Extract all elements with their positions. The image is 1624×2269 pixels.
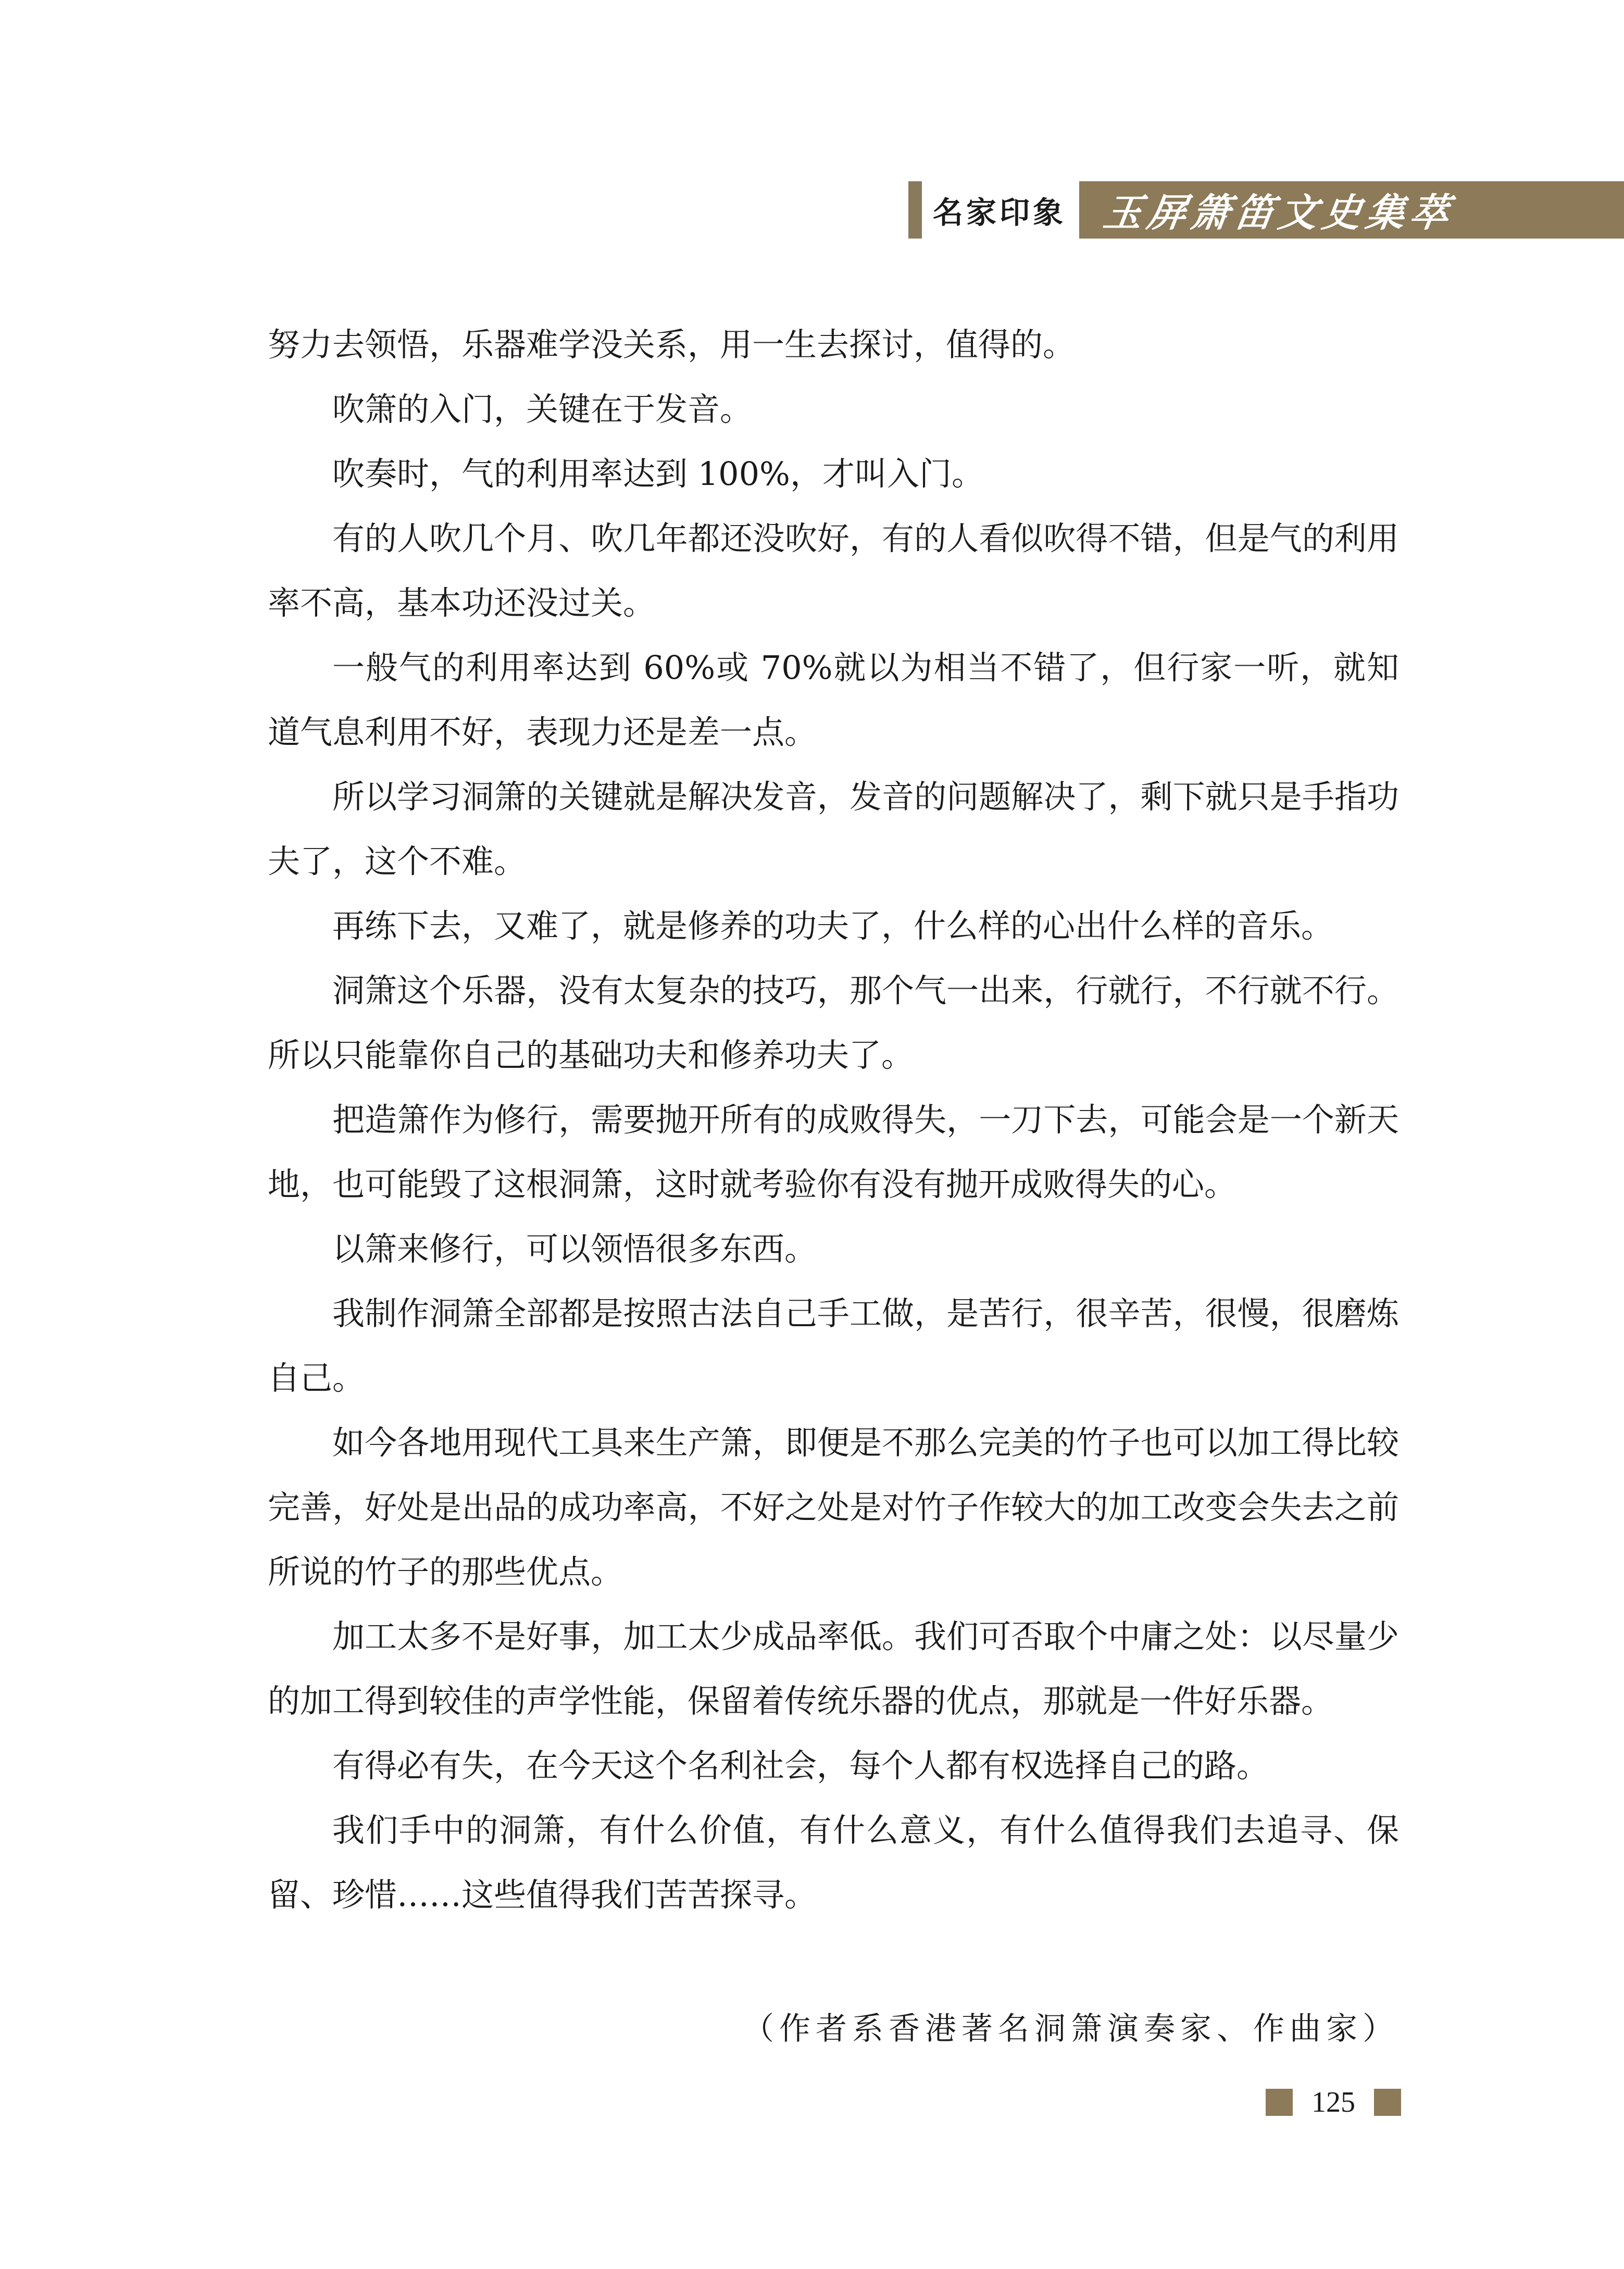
paragraph: 一般气的利用率达到 60%或 70%就以为相当不错了，但行家一听，就知道气息利用不好，表现力还是差一点。 <box>268 649 1399 751</box>
author-attribution: （作者系香港著名洞箫演奏家、作曲家） <box>743 2011 1399 2047</box>
paragraph: 所以学习洞箫的关键就是解决发音，发音的问题解决了，剩下就只是手指功夫了，这个不难。 <box>268 778 1399 880</box>
section-title: 名家印象 <box>932 195 1066 230</box>
paragraph: 再练下去，又难了，就是修养的功夫了，什么样的心出什么样的音乐。 <box>332 907 1334 945</box>
page-footer <box>1266 2086 1401 2119</box>
paragraph: 有的人吹几个月、吹几年都还没吹好，有的人看似吹得不错，但是气的利用率不高，基本功还没过关。 <box>268 519 1399 622</box>
paragraph: 吹箫的入门，关键在于发音。 <box>332 390 753 428</box>
paragraph: 我们手中的洞箫，有什么价值，有什么意义，有什么值得我们去追寻、保留、珍惜……这些值得我们苦苦探寻。 <box>268 1811 1399 1914</box>
paragraph: 把造箫作为修行，需要抛开所有的成败得失，一刀下去，可能会是一个新天地，也可能毁了这根洞箫，这时就考验你有没有抛开成败得失的心。 <box>268 1101 1399 1203</box>
page-number: 125 <box>1311 2086 1355 2118</box>
paragraph: 我制作洞箫全部都是按照古法自己手工做，是苦行，很辛苦，很慢，很磨炼自己。 <box>268 1294 1399 1397</box>
folio-square-right <box>1374 2089 1401 2116</box>
paragraph: 以箫来修行，可以领悟很多东西。 <box>332 1230 817 1268</box>
book-title: 玉屏箫笛文史集萃 <box>1101 191 1457 235</box>
paragraph: 如今各地用现代工具来生产箫，即便是不那么完美的竹子也可以加工得比较完善，好处是出品的成功率高，不好之处是对竹子作较大的加工改变会失去之前所说的竹子的那些优点。 <box>268 1424 1399 1591</box>
body-text <box>268 313 1399 1927</box>
paragraph: 努力去领悟，乐器难学没关系，用一生去探讨，值得的。 <box>268 326 1076 364</box>
paragraph: 吹奏时，气的利用率达到 100%，才叫入门。 <box>332 455 984 493</box>
header-edge-marker <box>908 181 922 239</box>
paragraph: 有得必有失，在今天这个名利社会，每个人都有权选择自己的路。 <box>332 1747 1269 1785</box>
folio-square-left <box>1266 2089 1293 2116</box>
book-title-banner <box>1079 181 1624 239</box>
paragraph: 加工太多不是好事，加工太少成品率低。我们可否取个中庸之处：以尽量少的加工得到较佳的声学性能，保留着传统乐器的优点，那就是一件好乐器。 <box>268 1617 1399 1720</box>
paragraph: 洞箫这个乐器，没有太复杂的技巧，那个气一出来，行就行，不行就不行。所以只能靠你自己的基础功夫和修养功夫了。 <box>268 971 1399 1074</box>
